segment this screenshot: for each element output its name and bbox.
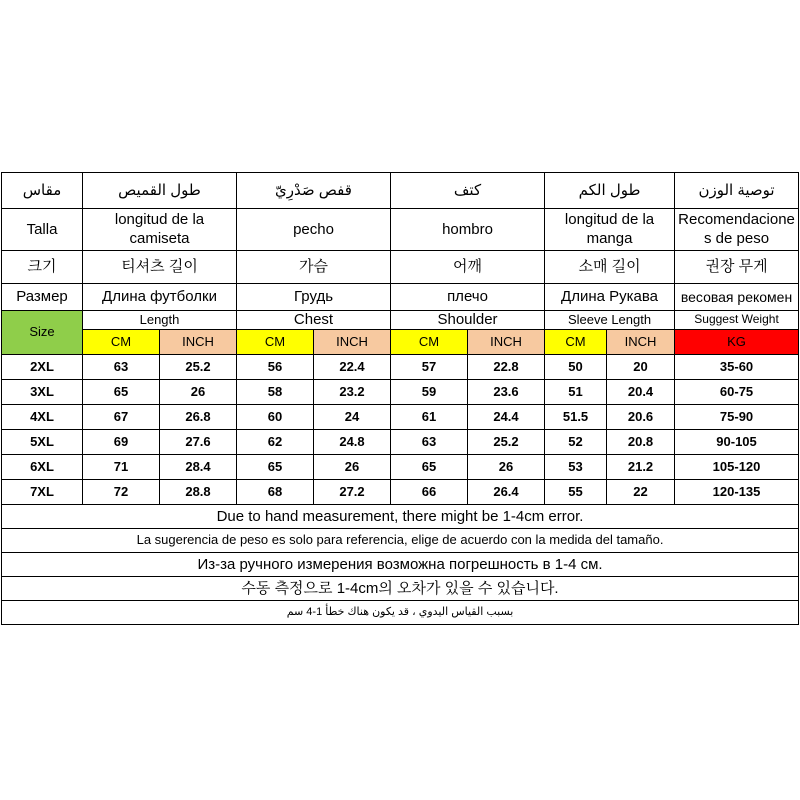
cell-length-inch: 26	[160, 380, 237, 405]
header-length: Длина футболки	[83, 284, 237, 311]
header-weight: Recomendaciones de peso	[675, 209, 799, 251]
cell-length-cm: 72	[83, 480, 160, 505]
cell-shoulder-inch: 24.4	[468, 405, 545, 430]
cell-sleeve-cm: 52	[545, 430, 607, 455]
header-shoulder: hombro	[391, 209, 545, 251]
cell-length-inch: 25.2	[160, 355, 237, 380]
cell-length-cm: 63	[83, 355, 160, 380]
cell-shoulder-cm: 63	[391, 430, 468, 455]
measure-weight: Suggest Weight	[675, 311, 799, 330]
header-length: longitud de la camiseta	[83, 209, 237, 251]
cell-shoulder-cm: 61	[391, 405, 468, 430]
unit-cm: CM	[391, 330, 468, 355]
measure-chest: Chest	[237, 311, 391, 330]
measure-sleeve: Sleeve Length	[545, 311, 675, 330]
header-weight: 권장 무게	[675, 251, 799, 284]
unit-cm: CM	[83, 330, 160, 355]
unit-inch: INCH	[468, 330, 545, 355]
cell-chest-inch: 23.2	[314, 380, 391, 405]
cell-length-cm: 65	[83, 380, 160, 405]
size-row	[2, 455, 799, 480]
cell-chest-cm: 58	[237, 380, 314, 405]
unit-inch: INCH	[607, 330, 675, 355]
cell-shoulder-cm: 57	[391, 355, 468, 380]
cell-chest-cm: 56	[237, 355, 314, 380]
cell-length-inch: 27.6	[160, 430, 237, 455]
header-weight: весовая рекомен	[675, 284, 799, 311]
cell-chest-cm: 60	[237, 405, 314, 430]
header-size: Talla	[2, 209, 83, 251]
cell-sleeve-inch: 20.6	[607, 405, 675, 430]
cell-sleeve-cm: 53	[545, 455, 607, 480]
header-weight: توصية الوزن	[675, 173, 799, 209]
header-chest: pecho	[237, 209, 391, 251]
size-label: Size	[2, 311, 83, 355]
cell-size: 7XL	[2, 480, 83, 505]
measure-length: Length	[83, 311, 237, 330]
unit-row	[2, 330, 799, 355]
cell-weight: 90-105	[675, 430, 799, 455]
header-chest: Грудь	[237, 284, 391, 311]
cell-chest-cm: 68	[237, 480, 314, 505]
cell-weight: 60-75	[675, 380, 799, 405]
note-english: Due to hand measurement, there might be 1-4cm error.	[2, 505, 799, 529]
unit-inch: INCH	[314, 330, 391, 355]
cell-length-cm: 71	[83, 455, 160, 480]
cell-size: 5XL	[2, 430, 83, 455]
cell-weight: 75-90	[675, 405, 799, 430]
size-row	[2, 380, 799, 405]
size-row	[2, 405, 799, 430]
cell-length-cm: 67	[83, 405, 160, 430]
header-size: مقاس	[2, 173, 83, 209]
header-shoulder: كتف	[391, 173, 545, 209]
size-chart	[1, 172, 798, 625]
note-row	[2, 577, 799, 601]
size-row	[2, 355, 799, 380]
header-length: طول القميص	[83, 173, 237, 209]
header-sleeve: 소매 길이	[545, 251, 675, 284]
header-size: 크기	[2, 251, 83, 284]
cell-size: 6XL	[2, 455, 83, 480]
cell-chest-cm: 65	[237, 455, 314, 480]
cell-weight: 105-120	[675, 455, 799, 480]
cell-shoulder-inch: 26.4	[468, 480, 545, 505]
cell-size: 4XL	[2, 405, 83, 430]
cell-sleeve-inch: 22	[607, 480, 675, 505]
header-sleeve: طول الكم	[545, 173, 675, 209]
cell-shoulder-inch: 26	[468, 455, 545, 480]
cell-size: 2XL	[2, 355, 83, 380]
unit-inch: INCH	[160, 330, 237, 355]
header-shoulder: плечо	[391, 284, 545, 311]
size-table	[1, 172, 799, 625]
cell-size: 3XL	[2, 380, 83, 405]
size-row	[2, 480, 799, 505]
cell-sleeve-inch: 20.4	[607, 380, 675, 405]
cell-sleeve-cm: 51	[545, 380, 607, 405]
cell-chest-inch: 22.4	[314, 355, 391, 380]
header-row-russian	[2, 284, 799, 311]
cell-sleeve-cm: 55	[545, 480, 607, 505]
cell-length-inch: 26.8	[160, 405, 237, 430]
cell-shoulder-cm: 59	[391, 380, 468, 405]
header-shoulder: 어깨	[391, 251, 545, 284]
cell-length-inch: 28.4	[160, 455, 237, 480]
header-row-spanish	[2, 209, 799, 251]
header-chest: قفص صَدْرِيّ	[237, 173, 391, 209]
header-chest: 가슴	[237, 251, 391, 284]
cell-shoulder-cm: 66	[391, 480, 468, 505]
cell-sleeve-inch: 20.8	[607, 430, 675, 455]
note-row	[2, 505, 799, 529]
note-row	[2, 553, 799, 577]
cell-length-inch: 28.8	[160, 480, 237, 505]
cell-chest-inch: 27.2	[314, 480, 391, 505]
header-sleeve: Длина Рукава	[545, 284, 675, 311]
header-row-arabic	[2, 173, 799, 209]
note-arabic: بسبب القياس اليدوي ، قد يكون هناك خطأ 1-4 سم	[2, 601, 799, 625]
header-row-korean	[2, 251, 799, 284]
cell-chest-inch: 24	[314, 405, 391, 430]
cell-sleeve-cm: 50	[545, 355, 607, 380]
measure-header-row	[2, 311, 799, 330]
cell-chest-cm: 62	[237, 430, 314, 455]
header-length: 티셔츠 길이	[83, 251, 237, 284]
size-row	[2, 430, 799, 455]
note-russian: Из-за ручного измерения возможна погрешность в 1-4 см.	[2, 553, 799, 577]
header-size: Размер	[2, 284, 83, 311]
note-row	[2, 601, 799, 625]
cell-weight: 120-135	[675, 480, 799, 505]
cell-shoulder-inch: 25.2	[468, 430, 545, 455]
cell-sleeve-inch: 21.2	[607, 455, 675, 480]
cell-shoulder-inch: 22.8	[468, 355, 545, 380]
note-spanish: La sugerencia de peso es solo para referencia, elige de acuerdo con la medida del tamaño.	[2, 529, 799, 553]
unit-cm: CM	[545, 330, 607, 355]
cell-chest-inch: 24.8	[314, 430, 391, 455]
measure-shoulder: Shoulder	[391, 311, 545, 330]
note-row	[2, 529, 799, 553]
note-korean: 수동 측정으로 1-4cm의 오차가 있을 수 있습니다.	[2, 577, 799, 601]
cell-length-cm: 69	[83, 430, 160, 455]
cell-shoulder-inch: 23.6	[468, 380, 545, 405]
unit-cm: CM	[237, 330, 314, 355]
cell-weight: 35-60	[675, 355, 799, 380]
cell-sleeve-inch: 20	[607, 355, 675, 380]
unit-kg: KG	[675, 330, 799, 355]
header-sleeve: longitud de la manga	[545, 209, 675, 251]
cell-shoulder-cm: 65	[391, 455, 468, 480]
cell-sleeve-cm: 51.5	[545, 405, 607, 430]
cell-chest-inch: 26	[314, 455, 391, 480]
